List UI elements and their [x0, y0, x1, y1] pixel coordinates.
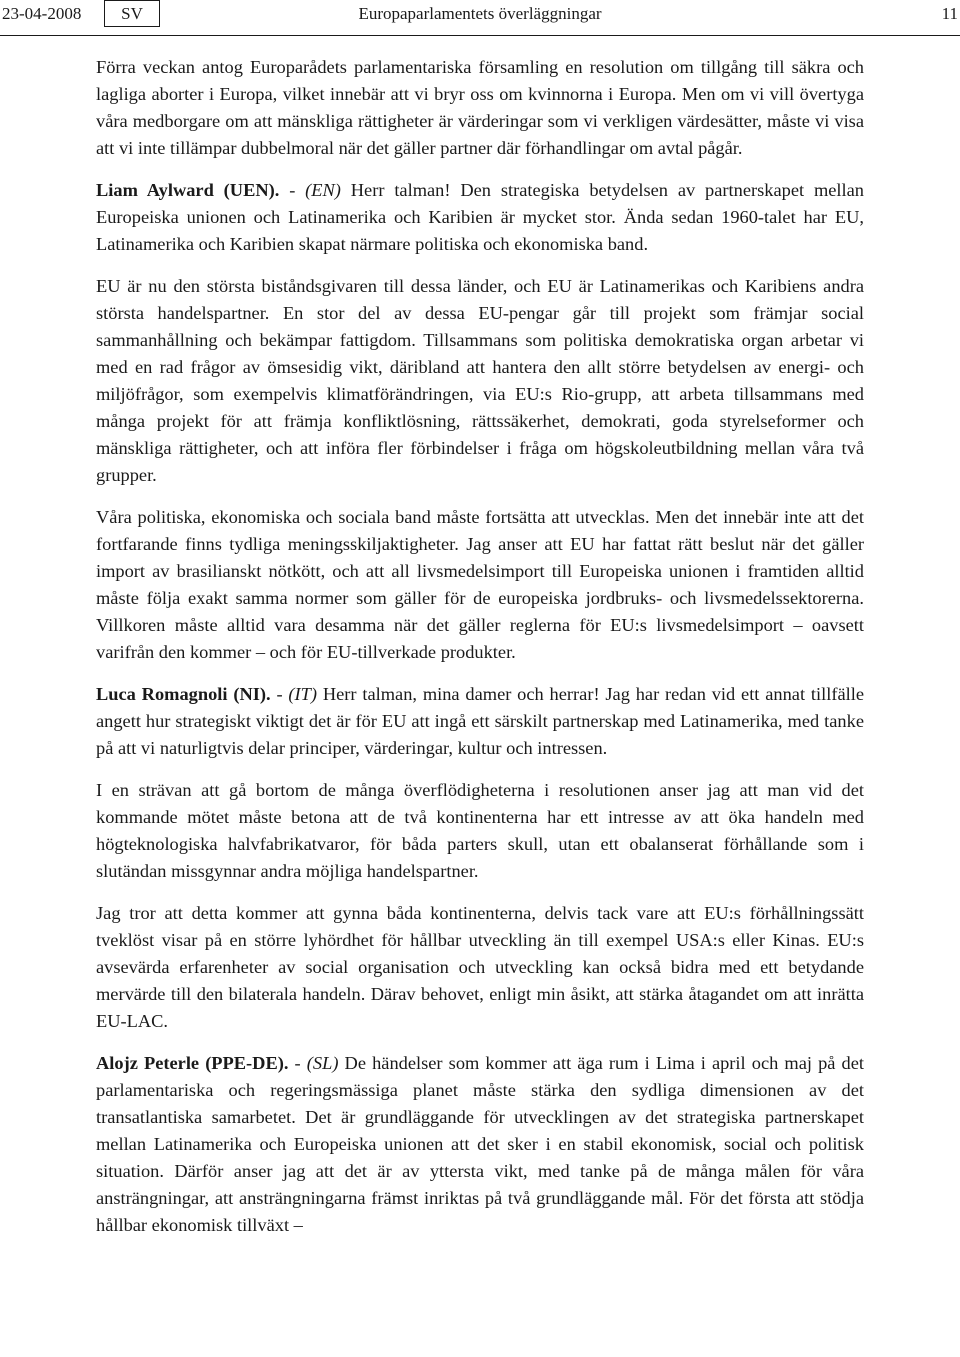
- language-code-box: SV: [104, 0, 160, 27]
- paragraph: [96, 504, 864, 666]
- speaker-separator: -: [279, 180, 306, 200]
- paragraph-text: Våra politiska, ekonomiska och sociala band måste fortsätta att utvecklas. Men det innebär inte att det fortfarande finns tydliga meningsskiljaktigheter. Jag anser att EU har fattat rätt beslut när det gäller import av brasilianskt nötkött, och att all livsmedelsimport till Europeiska unionen i framtiden alltid måste följa exakt samma normer som gäller för de europeiska jordbruks- och livsmedelssektorerna. Villkoren måste alltid vara desamma när det gäller reglerna för EU:s livsmedelsimport – oavsett varifrån den kommer – och för EU-tillverkade produkter.: [96, 507, 864, 662]
- speech-paragraph: [96, 681, 864, 762]
- paragraph: [96, 900, 864, 1035]
- paragraph-text: Herr talman! Den strategiska betydelsen av partnerskapet mellan Europeiska unionen och Latinamerika och Karibien är mycket stor. Ända sedan 1960-talet har EU, Latinamerika och Karibien skapat närmare politiska och ekonomiska band.: [96, 180, 864, 254]
- document-body: [96, 54, 864, 1254]
- speaker-separator: -: [288, 1053, 307, 1073]
- speech-paragraph: [96, 1050, 864, 1239]
- paragraph-text: Herr talman, mina damer och herrar! Jag har redan vid ett annat tillfälle angett hur strategiskt viktigt det är för EU att ingå ett särskilt partnerskap med Latinamerika, med tanke på att vi naturligtvis delar principer, värderingar, kultur och intressen.: [96, 684, 864, 758]
- speaker-name: Luca Romagnoli (NI).: [96, 684, 271, 704]
- paragraph-text: De händelser som kommer att äga rum i Lima i april och maj på det parlamentariska och regeringsmässiga planet måste stärka den sydliga dimensionen av det transatlantiska samarbetet. Det är grundläggande för utvecklingen av det strategiska partnerskapet mellan Latinamerika och Europeiska unionen att det sker i en stabil ekonomisk, social och politisk situation. Därför anser jag att det är av yttersta vikt, med tanke på de många målen för våra ansträngningar, att ansträngningarna främst inriktas på två grundläggande mål. För det första att stödja hållbar ekonomisk tillväxt –: [96, 1053, 864, 1235]
- speech-paragraph: [96, 177, 864, 258]
- paragraph-text: Jag tror att detta kommer att gynna båda kontinenterna, delvis tack vare att EU:s förhållningssätt tveklöst visar på en större lyhördhet för hållbar utveckling än till exempel USA:s eller Kinas. EU:s avsevärda erfarenheter av social organisation och utveckling kan också bidra med ett betydande mervärde till den bilaterala handeln. Därav behovet, enligt min åsikt, att stärka åtagandet om att inrätta EU-LAC.: [96, 903, 864, 1031]
- paragraph: [96, 54, 864, 162]
- language-tag: (EN): [305, 180, 341, 200]
- paragraph-text: I en strävan att gå bortom de många överflödigheterna i resolutionen anser jag att man vid det kommande mötet måste betona att de två kontinenterna har ett intresse av att öka handeln med högteknologiska halvfabrikatvaror, för båda parters skull, utan ett obalanserat förhållande som i slutändan missgynnar andra möjliga handelspartner.: [96, 780, 864, 881]
- page-header: [0, 0, 960, 36]
- language-tag: (SL): [306, 1053, 339, 1073]
- paragraph: [96, 777, 864, 885]
- language-tag: (IT): [288, 684, 318, 704]
- paragraph-text: Förra veckan antog Europarådets parlamentariska församling en resolution om tillgång till säkra och lagliga aborter i Europa, vilket innebär att vi bryr oss om kvinnorna i Europa. Men om vi vill övertyga våra medborgare om att mänskliga rättigheter är värderingar som vi verkligen värdesätter, måste vi visa att vi inte tillämpar dubbelmoral när det gäller partner där förhandlingar om avtal pågår.: [96, 57, 864, 158]
- speaker-name: Alojz Peterle (PPE-DE).: [96, 1053, 289, 1073]
- page-number: 11: [941, 4, 958, 23]
- paragraph: [96, 273, 864, 489]
- header-title: Europaparlamentets överläggningar: [358, 4, 602, 23]
- header-date: 23-04-2008: [2, 4, 82, 23]
- paragraph-text: EU är nu den största biståndsgivaren till dessa länder, och EU är Latinamerikas och Karibiens andra största handelspartner. En stor del av dessa EU-pengar går till projekt som främjar social sammanhållning och bekämpar fattigdom. Tillsammans som politiska demokratiska organ arbetar vi med en rad frågor av ömsesidig vikt, däribland att hantera den allt större betydelsen av energi- och miljöfrågor, som exempelvis klimatförändringen, via EU:s Rio-grupp, att arbeta tillsammans med många projekt för att främja konfliktlösning, rättssäkerhet, demokrati, goda styrelseformer och mänskliga rättigheter, och att införa fler förbindelser i fråga om högskoleutbildning mellan våra två grupper.: [96, 276, 864, 485]
- speaker-separator: -: [270, 684, 289, 704]
- header-rule: [0, 35, 960, 36]
- speaker-name: Liam Aylward (UEN).: [96, 180, 280, 200]
